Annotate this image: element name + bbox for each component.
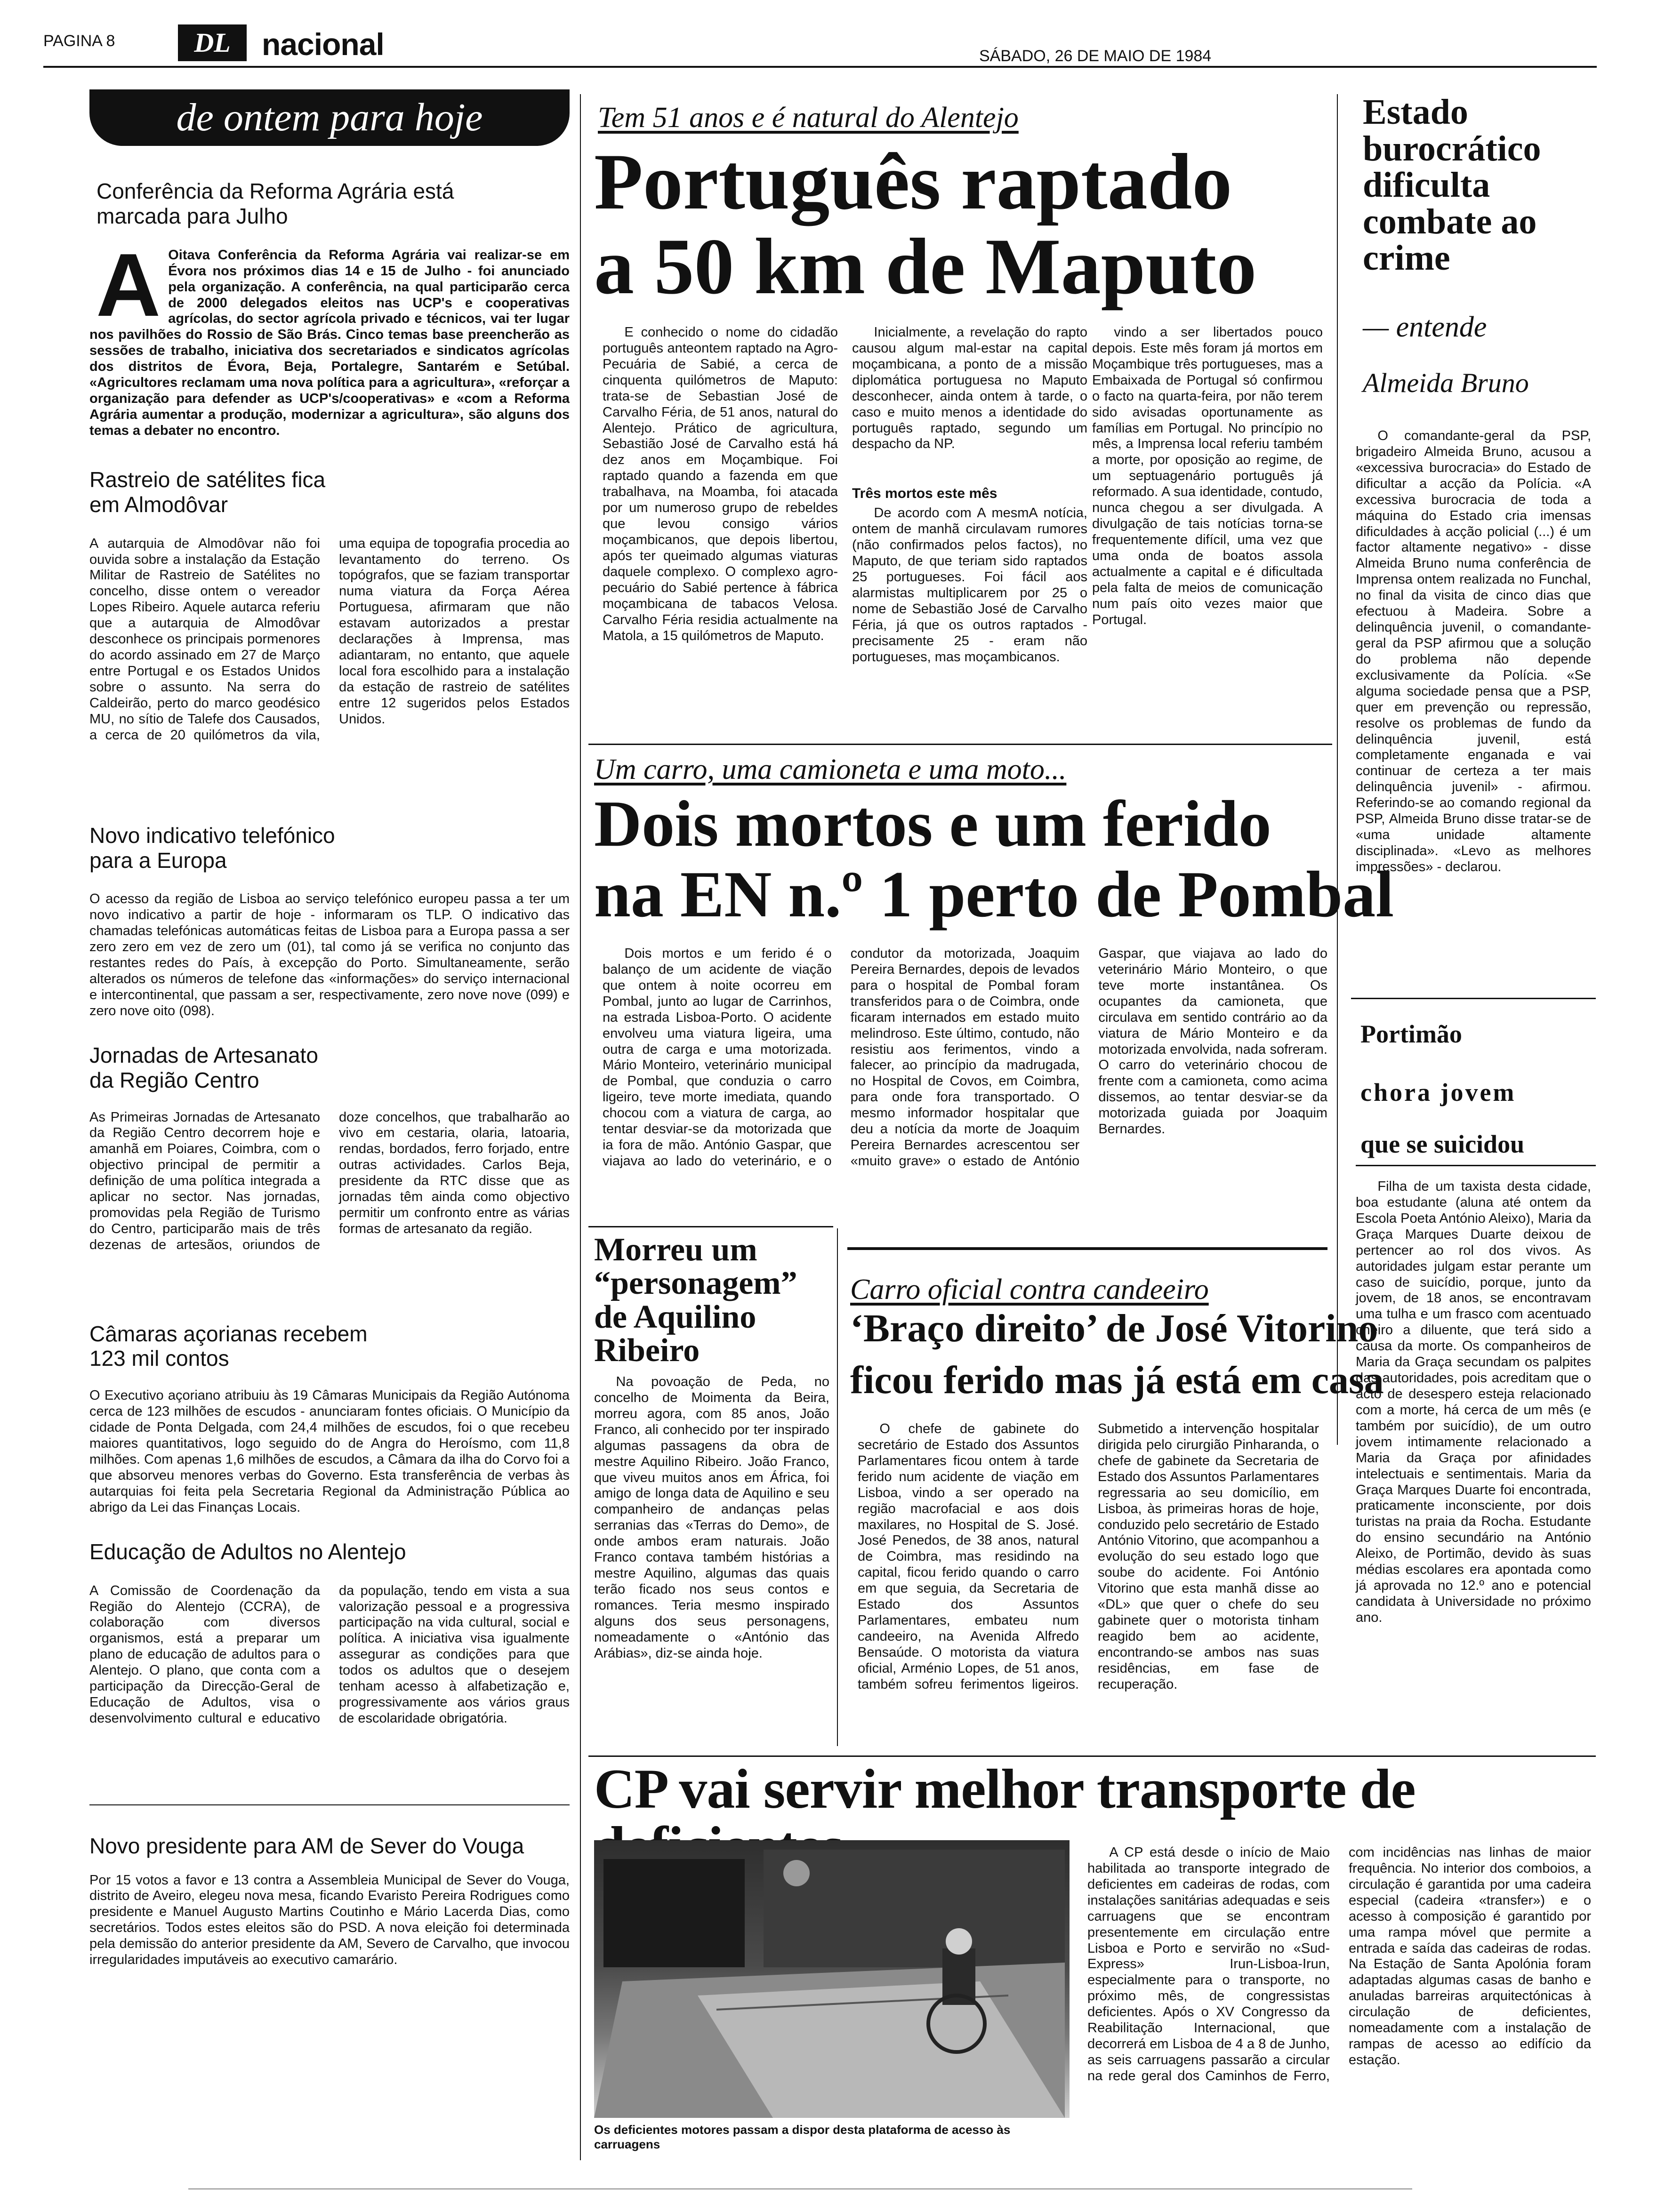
vitorino-headline-2: ficou ferido mas já está em casa bbox=[850, 1358, 1384, 1402]
aquilino-headline: Morreu um “personagem” de Aquilino Ribeiro bbox=[594, 1232, 797, 1369]
drop-cap: A bbox=[96, 235, 161, 335]
portimao-headline-3: que se suicidou bbox=[1360, 1130, 1525, 1158]
maputo-col-2: Inicialmente, a revelação do rapto causou algum mal-estar na capital moçambicana, a ponto de a missão diplomática portuguesa no Maputo desconhecer, ainda ontem à tarde, o caso e muito menos a identidade do português raptado, segundo um despacho da NP. Três mortos este mês De acordo com A mesmA notícia, ontem de manhã circulavam rumores (não confirmados pelos factos), no Maputo, de que teriam sido raptados 25 portugueses. Foi fácil aos alarmistas multiplicarem por 25 o nome de Sebastião José de Carvalho Féria, já que os outros raptados - precisamente 25 - eram não portugueses, mas moçambicanos. bbox=[852, 325, 1087, 665]
maputo-col-1: E conhecido o nome do cidadão português anteontem raptado na Agro-Pecuária de Sabié, a cerca de cinquenta quilómetros de Maputo: trata-se de Sebastian José de Carvalho Féria, de 51 anos, natural do Alentejo. Prático de agricultura, Sebastião José de Carvalho está há dez anos em Moçambique. Foi raptado quando a fazenda em que trabalhava, na Moamba, foi atacada por um numeroso grupo de rebeldes que levou consigo vários moçambicanos, que depois libertou, após ter queimado algumas viaturas daquele complexo. O complexo agro-pecuário do Sabié pertence à fábrica moçambicana de tabacos Velosa. Carvalho Féria residia actualmente na Matola, a 15 quilómetros de Maputo. bbox=[603, 325, 838, 643]
section-name: nacional bbox=[262, 27, 384, 62]
cp-photo bbox=[594, 1840, 1070, 2118]
item-title: Rastreio de satélites fica em Almodôvar bbox=[89, 467, 326, 517]
item-title: Novo indicativo telefónico para a Europa bbox=[89, 823, 335, 873]
estado-byline: Almeida Bruno bbox=[1363, 368, 1529, 398]
left-column bbox=[89, 89, 570, 1968]
column-rule bbox=[1337, 94, 1338, 1445]
aquilino-body: Na povoação de Peda, no concelho de Moimenta da Beira, morreu agora, com 85 anos, João Franco, ali conhecido por ter inspirado algumas passagens da obra de mestre Aquilino Ribeiro. João Franco, que viveu muitos anos em África, foi amigo de longa data de Aquilino e seu companheiro de andanças pelas serranias das «Terras do Demo», de onde ambos eram naturais. João Franco contava também histórias a mestre Aquilino, algumas das quais terão ficado nos seus contos e romances. Teria mesmo inspirado alguns dos seus personagens, nomeadamente o «António das Arábias», diz-se ainda hoje. bbox=[594, 1374, 829, 1661]
pombal-kicker: Um carro, uma camioneta e uma moto... bbox=[594, 753, 1067, 785]
item-title: Conferência da Reforma Agrária está marcada para Julho bbox=[97, 179, 454, 228]
section-divider bbox=[588, 744, 1332, 745]
estado-dash: — entende bbox=[1363, 311, 1487, 343]
wheelchair-platform-photo bbox=[594, 1840, 1070, 2118]
cp-photo-caption: Os deficientes motores passam a dispor desta plataforma de acesso às carruagens bbox=[594, 2123, 1011, 2151]
pombal-headline-1: Dois mortos e um ferido bbox=[594, 787, 1271, 860]
section-divider bbox=[1351, 998, 1596, 999]
header-rule bbox=[43, 66, 1597, 68]
article-body: A Comissão de Coordenação da Região do Alentejo (CCRA), de colaboração com diversos organismos, está a preparar um plano de educação de adultos para o Alentejo. O plano, que conta com a participação da Direcção-Geral de Educação de Adultos, visa o desenvolvimento cultural e educativo da população, tendo em vista a sua valorização pessoal e a progressiva participação na vida cultural, social e política. A iniciativa visa igualmente assegurar as condições para que todos os adultos que o desejem tenham acesso à alfabetização e, progressivamente aos vários graus de escolaridade obrigatória. bbox=[89, 1583, 570, 1726]
maputo-kicker: Tem 51 anos e é natural do Alentejo bbox=[598, 102, 1019, 134]
ontem-hoje-banner: de ontem para hoje bbox=[89, 89, 570, 146]
maputo-headline-1: Português raptado bbox=[594, 137, 1232, 226]
pombal-headline-2: na EN n.º 1 perto de Pombal bbox=[594, 858, 1394, 931]
vitorino-body: O chefe de gabinete do secretário de Estado dos Assuntos Parlamentares ficou ontem à tarde ferido num acidente de viação em Lisboa, vindo a ser operado na região macrofacial e aos dois maxilares, no Hospital de S. José. José Penedos, de 38 anos, natural de Coimbra, mas residindo na capital, ficou ferido quando o carro em que seguia, da Secretaria de Estado dos Assuntos Parlamentares, embateu num candeeiro, na Avenida Alfredo Bensaúde. O motorista da viatura oficial, Arménio Lopes, de 51 anos, também sofreu ferimentos ligeiros. Submetido a intervenção hospitalar dirigida pelo cirurgião Pinharanda, o chefe de gabinete da Secretaria de Estado dos Assuntos Parlamentares regressaria ao seu domicílio, em Lisboa, às primeiras horas de hoje, conduzido pelo secretário de Estado António Vitorino, que acompanhou a evolução do seu estado logo que soube do acidente. Foi António Vitorino que esta manhã disse ao «DL» que quer o chefe do seu gabinete quer o motorista tinham reagido bem ao acidente, encontrando-se ambos nas suas residências, em fase de recuperação. bbox=[858, 1421, 1319, 1692]
section-divider bbox=[588, 1226, 833, 1227]
estado-body: O comandante-geral da PSP, brigadeiro Almeida Bruno, acusou a «excessiva burocracia» do Estado de dificultar a acção da Polícia. «A excessiva burocracia de toda a máquina do Estado cria imensas dificuldades à acção policial (...) é um factor altamente negativo» - disse Almeida Bruno numa conferência de Imprensa ontem realizada no Funchal, no final da visita de cinco dias que efectuou à Madeira. Sobre a delinquência juvenil, o comandante-geral da PSP afirmou que a solução do problema não depende exclusivamente da Polícia. «Se alguma sociedade pensa que a PSP, quer em prevenção ou repressão, resolve os problemas de fundo da delinquência juvenil, está completamente enganada e vai continuar de certeza a ter mais delinquência juvenil» - afirmou. Referindo-se ao comando regional da PSP, Almeida Bruno disse tratar-se de «uma unidade altamente disciplinada». «Levo as melhores impressões» - declarou. bbox=[1356, 428, 1591, 874]
article-body: A autarquia de Almodôvar não foi ouvida sobre a instalação da Estação Militar de Rastreio de Satélites no concelho, disse ontem o vereador Lopes Ribeiro. Aquele autarca referiu que a autarquia de Almodôvar desconhece os principais pormenores do acordo assinado em 27 de Março entre Portugal e os Estados Unidos sobre o assunto. Na serra do Caldeirão, perto do marco geodésico MU, no sítio de Talefe dos Causados, a cerca de 20 quilómetros da vila, uma equipa de topografia procedia ao levantamento do terreno. Os topógrafos, que se faziam transportar numa viatura da Força Aérea Portuguesa, afirmaram que não estavam autorizados a prestar declarações à Imprensa, mas adiantaram, no entanto, que aquele local fora escolhido para a instalação da estação de rastreio de satélites entre 12 sugeridos pelos Estados Unidos. bbox=[89, 536, 570, 743]
maputo-subhead: Três mortos este mês bbox=[852, 486, 997, 502]
section-divider bbox=[588, 1755, 1596, 1757]
cp-body: A CP está desde o início de Maio habilitada ao transporte integrado de deficientes em cadeiras de rodas, com instalações sanitárias adequadas e seis carruagens que se encontram presentemente em circulação entre Lisboa e Porto e servirão no «Sud-Express» Irun-Lisboa-Irun, especialmente para o transporte, no próximo mês, de congressistas deficientes. Após o XV Congresso da Reabilitação Internacional, que decorrerá em Lisboa de 4 a 8 de Junho, as seis carruagens passarão a circular na rede geral dos Caminhos de Ferro, com incidências nas linhas de maior frequência. No interior dos comboios, a circulação é garantida por uma cadeira especial (cadeira «transfer») e o acesso à composição é garantido por uma rampa móvel que permite a entrada e saída das cadeiras de rodas. Na Estação de Santa Apolónia foram adaptadas algumas casas de banho e anuladas barreiras arquitectónicas à circulação de deficientes, nomeadamente com a instalação de rampas de acesso ao edifício da estação. bbox=[1087, 1845, 1591, 2084]
footer-rule bbox=[188, 2188, 1412, 2189]
vitorino-headline-1: ‘Braço direito’ de José Vitorino bbox=[850, 1306, 1378, 1350]
portimao-rule bbox=[1356, 1165, 1596, 1166]
item-title: Jornadas de Artesanato da Região Centro bbox=[89, 1042, 318, 1092]
article-body: Por 15 votos a favor e 13 contra a Assembleia Municipal de Sever do Vouga, distrito de Aveiro, elegeu nova mesa, ficando Evaristo Pereira Rodrigues como presidente e Manuel Augusto Martins Coutinho e Mário Lacerda Dias, como secretários. Todos estes eleitos são do PSD. A nova eleição foi determinada pela demissão do anterior presidente da AM, Severo de Carvalho, que invocou irregularidades imputáveis ao executivo camarário. bbox=[89, 1872, 570, 1968]
portimao-headline-2: chora jovem bbox=[1360, 1078, 1516, 1106]
portimao-headline-1: Portimão bbox=[1360, 1020, 1462, 1048]
maputo-headline-2: a 50 km de Maputo bbox=[594, 222, 1257, 311]
article-body: O acesso da região de Lisboa ao serviço telefónico europeu passa a ter um novo indicativo a partir de hoje - informaram os TLP. O indicativo das chamadas telefónicas automáticas feitas de Lisboa para a Europa passa a ser zero zero em vez de zero um (01), tal como já se verifica no conjunto das restantes redes do País, à excepção do Porto. Simultaneamente, serão alterados os números de telefone das «informações» do serviço internacional e intercontinental, que passam a ser, respectivamente, zero nove nove (099) e zero nove oito (098). bbox=[89, 891, 570, 1018]
vitorino-kicker: Carro oficial contra candeeiro bbox=[850, 1274, 1209, 1306]
item-title: Câmaras açorianas recebem 123 mil contos bbox=[89, 1321, 368, 1371]
page-date: SÁBADO, 26 DE MAIO DE 1984 bbox=[979, 47, 1212, 65]
article-lead: Oitava Conferência da Reforma Agrária vai realizar-se em Évora nos próximos dias 14 e 15 de Julho - foi anunciado pela organização. A conferência, na qual participarão cerca de 2000 delegados eleitos nas UCP's e cooperativas agrícolas, do sector agrícola privado e técnicos, vai ter lugar nos pavilhões do Rossio de São Brás. Cinco temas base preencherão as sessões de trabalho, iniciativa dos secretariados e sindicatos agrícolas dos distritos de Évora, Beja, Portalegre, Santarém e Setúbal. «Agricultores reclamam uma nova política para a agricultura», «reforçar a organização para defender as UCP's/cooperativas» e «com a Reforma Agrária aumentar a produção, modernizar a agricultura», são alguns dos temas a debater no encontro. bbox=[89, 247, 570, 438]
item-title: Educação de Adultos no Alentejo bbox=[89, 1539, 406, 1564]
item-divider bbox=[89, 1804, 570, 1805]
maputo-col-3: vindo a ser libertados pouco depois. Este mês foram já mortos em Moçambique três portugueses, mas a Embaixada de Portugal só confirmou o facto na quarta-feira, por não terem sido avisadas oportunamente as famílias em Portugal. No princípio no mês, a Imprensa local referiu também a morte, por oposição ao regime, de um septuagenário português já reformado. A sua identidade, contudo, nunca chegou a ser divulgada. A divulgação de tais notícias torna-se frequentemente difícil, uma vez que uma onda de boatos assola actualmente a capital e é dificultada pela falta de meios de comunicação num país oito vezes maior que Portugal. bbox=[1092, 325, 1323, 627]
agraria-article bbox=[89, 235, 570, 439]
estado-headline: Estado burocrático dificulta combate ao crime bbox=[1363, 92, 1541, 278]
column-rule bbox=[837, 1228, 838, 1746]
page-number: PAGINA 8 bbox=[43, 32, 115, 50]
pombal-body: Dois mortos e um ferido é o balanço de um acidente de viação que ontem à noite ocorreu em Pombal, junto ao lugar de Carrinhos, na estrada Lisboa-Porto. O acidente envolveu uma viatura ligeira, uma outra de carga e uma motorizada. Mário Monteiro, veterinário municipal de Pombal, que conduzia o carro ligeiro, teve morte imediata, quando chocou com a viatura de carga, ao tentar desviar-se da motorizada que ia fora de mão. António Gaspar, que viajava ao lado do veterinário, e o condutor da motorizada, Joaquim Pereira Bernardes, depois de levados para o hospital de Pombal foram transferidos para o de Coimbra, onde ficaram internados em estado muito melindroso. Este último, contudo, não resistiu aos ferimentos, vindo a falecer, ao princípio da madrugada, no Hospital de Covos, em Coimbra, para onde fora transportado. O mesmo informador hospitalar que deu a notícia da morte de Joaquim Pereira Bernardes acrescentou ser «muito grave» o estado de António Gaspar, que viajava ao lado do veterinário Mário Monteiro, o que teve morte instantânea. Os ocupantes da camioneta, que circulava em sentido contrário ao da viatura de Mário Monteiro e da motorizada envolvida, nada sofreram. O carro do veterinário chocou de frente com a camioneta, como acima dissemos, ao tentar desviar-se da motorizada guiada por Joaquim Bernardes. bbox=[603, 946, 1327, 1169]
dl-logo: DL bbox=[178, 24, 247, 61]
article-body: As Primeiras Jornadas de Artesanato da Região Centro decorrem hoje e amanhã em Poiares, Coimbra, com o objectivo principal de permitir a definição de uma política integrada a aplicar no sector. Nas jornadas, promovidas pela Região de Turismo do Centro, participarão mais de três dezenas de artesãos, oriundos de doze concelhos, que trabalharão ao vivo em cestaria, olaria, latoaria, rendas, bordados, ferro forjado, entre outras actividades. Carlos Beja, presidente da RTC disse que as jornadas têm ainda como objectivo permitir um confronto entre as várias formas de artesanato da região. bbox=[89, 1109, 570, 1252]
portimao-body: Filha de um taxista desta cidade, boa estudante (aluna até ontem da Escola Poeta António Aleixo), Maria da Graça Marques Duarte deixou de pertencer ao rol dos vivos. As autoridades julgam estar perante um caso de suicídio, porque, junto da jovem, de 18 anos, se encontravam uma tulha e um frasco com acentuado cheiro a diluente, que terá sido a causa da morte. Os companheiros de Maria da Graça secundam os palpites das autoridades, pois acreditam que o acto de desespero esteja relacionado com a morte, há cerca de um mês (e também por suicídio), de um outro jovem intimamente relacionado a Maria da Graça por afinidades intelectuais e sentimentais. Maria da Graça Marques Duarte foi encontrada, praticamente inconsciente, por dois turistas na praia da Rocha. Estudante do ensino secundário na António Aleixo, de Portimão, devido às suas médias escolares era apontada como já aprovada no 12.º ano e potencial candidata à Universidade no próximo ano. bbox=[1356, 1179, 1591, 1625]
item-title: Novo presidente para AM de Sever do Vouga bbox=[89, 1833, 524, 1858]
cp-headline: CP vai servir melhor transporte de bbox=[594, 1757, 1416, 1820]
article-body: O Executivo açoriano atribuiu às 19 Câmaras Municipais da Região Autónoma cerca de 123 milhões de escudos - anunciaram fontes oficiais. O Município da cidade de Ponta Delgada, com 24,4 milhões de escudos, foi o que recebeu maiores quantitativos, logo seguido do de Angra do Heroísmo, com 11,8 milhões. Com apenas 1,6 milhões de escudos, a Câmara da ilha do Corvo foi a que absorveu menores verbas do Governo. Esta transferência de verbas às autarquias foi feita pela Secretaria Regional da Administração Pública ao abrigo da Lei das Finanças Locais. bbox=[89, 1388, 570, 1515]
column-rule bbox=[580, 94, 581, 2160]
